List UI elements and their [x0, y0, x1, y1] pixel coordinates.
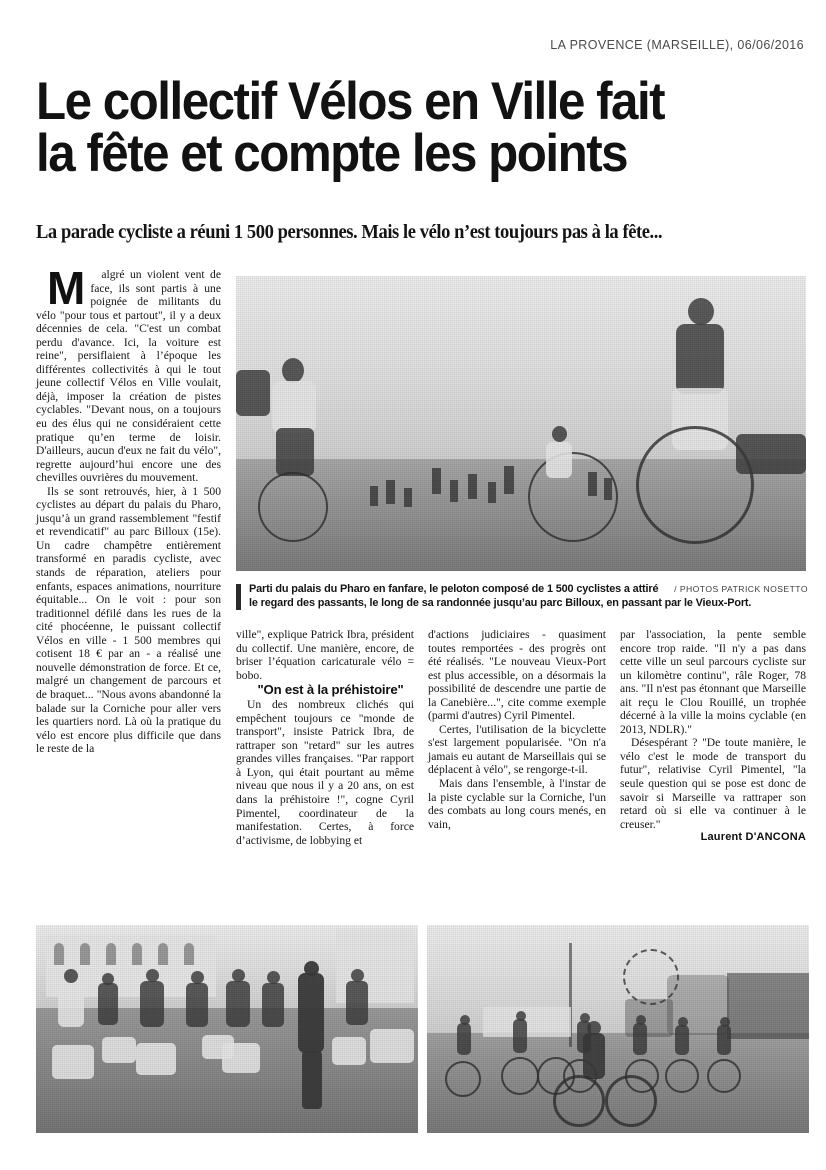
source-attribution: LA PROVENCE (MARSEILLE), 06/06/2016 — [550, 38, 804, 52]
photo-caption — [236, 582, 808, 610]
caption-marker-bar — [236, 584, 241, 610]
paragraph — [236, 628, 414, 682]
bottom-photo-fanfare — [36, 925, 418, 1133]
headline-line-2: la fête et compte les points — [36, 123, 628, 183]
paragraph — [428, 777, 606, 831]
paragraph — [620, 628, 806, 736]
paragraph — [36, 262, 221, 485]
paragraph-text: d'actions judiciaires - quasiment toutes remportées - des progrès ont été réalisés. "Le nouveau Vieux-Port est plus accessible, on a désormais la possibilité de descendre une partie de la Canebière...", cite comme exemple (parmi d'autres) Cyril Pimentel. — [428, 628, 606, 723]
paragraph — [620, 736, 806, 831]
paragraph-text: algré un violent vent de face, ils sont partis à une poignée de militants du vélo "pour tous et partout", il y a deux décennies de cela. "C'est un combat perdu d'avance. Ici, la voiture est reine", persiflaient à l’époque les différentes collectivités à qui le tout jeune collectif Vélos en Ville voulait, déjà, imposer la création de pistes cyclables. "Devant nous, on a toujours eu des élus qui ne considéraient cette pratique qu’en terme de loisir. D'ailleurs, aucun d'eux ne fait du vélo", regrette aujourd’hui encore une des chevilles ouvrières du mouvement. — [36, 268, 221, 485]
paragraph-text: par l'association, la pente semble encore trop raide. "Il n'y a pas dans cette ville un seul parcours cycliste sur un kilomètre continu", râle Roger, 78 ans. "Il n'est pas étonnant que Marseille ait reçu le Clou Rouillé, un trophée décerné à la ville la moins cyclable (en 2013, NDLR)." — [620, 628, 806, 736]
paragraph — [36, 485, 221, 756]
byline: Laurent D'ANCONA — [700, 831, 806, 844]
paragraph — [428, 723, 606, 777]
paragraph-text: Mais dans l'ensemble, à l'instar de la piste cyclable sur la Corniche, l'un des combats au long cours menés, en vain, — [428, 777, 606, 831]
photo-credit: / PHOTOS PATRICK NOSETTO — [674, 584, 808, 594]
caption-text: Parti du palais du Pharo en fanfare, le peloton composé de 1 500 cyclistes a attiré le regard des passants, le long de sa randonnée jusqu’au parc Billoux, en passant par le Vieux-Port. — [249, 583, 752, 610]
article-column-4 — [620, 628, 806, 845]
page-title — [36, 72, 739, 183]
bottom-photo-parade — [427, 925, 809, 1133]
paragraph-text: Un des nombreux clichés qui empêchent toujours ce "monde de transport", insiste Patrick Ibra, de rattraper son "retard" sur les autres grandes villes françaises. "Par rapport à Lyon, qui était pourtant au même niveau que nous il y a 20 ans, on est dans la préhistoire !", cogne Cyril Pimentel, coordinateur de la manifestation. Certes, à force d’activisme, de lobbying et — [236, 698, 414, 847]
caption-body — [249, 582, 808, 610]
paragraph-text: Certes, l'utilisation de la bicyclette s'est largement popularisée. "On n'a jamais eu autant de Marseillais qui se déplacent à vélo", se rengorge-t-il. — [428, 722, 606, 777]
paragraph-text: ville", explique Patrick Ibra, président du collectif. Une manière, encore, de briser l’équation caricaturale vélo = bobo. — [236, 628, 414, 682]
paragraph — [236, 698, 414, 847]
article-column-1 — [36, 262, 221, 756]
photo-grain — [236, 276, 806, 571]
paragraph-text: Désespérant ? "De toute manière, le vélo c'est le mode de transport du futur", relativise Cyril Pimentel, "la seule question qui se pose est donc de savoir si Marseille va rattraper son retard où si elle va continuer à le creuser." — [620, 736, 806, 831]
photo-grain — [427, 925, 809, 1133]
article-column-3 — [428, 628, 606, 831]
section-subhead: "On est à la préhistoire" — [257, 682, 404, 698]
drop-cap: M — [47, 262, 86, 314]
article-column-2 — [236, 628, 414, 847]
photo-grain — [36, 925, 418, 1133]
main-photo-peloton — [236, 276, 806, 571]
paragraph — [428, 628, 606, 723]
paragraph-text: Ils se sont retrouvés, hier, à 1 500 cyclistes au départ du palais du Pharo, jusqu’à un grand rassemblement "festif et revendicatif" au parc Billoux (15e). Un cadre champêtre entièrement transformé en paradis cycliste, avec stands de réparation, ateliers pour enfants, espaces animations, nourriture équitable... On le voit : pour son traditionnel défilé dans les rues de la cité phocéenne, le puissant collectif Vélos en ville - 1 500 membres qui cotisent 18 € par an - a réalisé une nouvelle démonstration de force. Et ce, malgré un changement de parcours et de braquet... "Nous avons abandonné la balade sur la Corniche pour aller vers les quartiers nord. Là où la pratique du vélo est encore plus difficile que dans le reste de la — [36, 484, 221, 756]
headline-line-1: Le collectif Vélos en Ville fait — [36, 72, 665, 131]
standfirst: La parade cycliste a réuni 1 500 personnes. Mais le vélo n’est toujours pas à la fête... — [36, 222, 663, 243]
